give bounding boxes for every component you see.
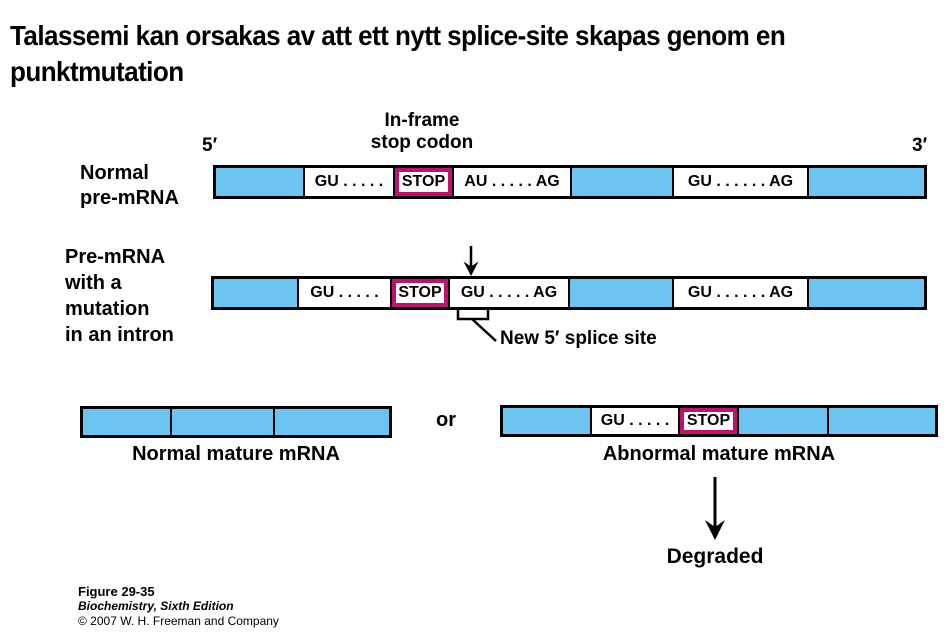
exon-segment xyxy=(568,279,672,307)
normal-pre-mrna-label xyxy=(80,161,179,211)
copyright-notice: © 2007 W. H. Freeman and Company xyxy=(78,614,279,628)
mutation-pre-mrna-label-line1: Pre-mRNA xyxy=(65,246,166,268)
slide-title-line1: Talassemi kan orsakas av att ett nytt splice-site skapas genom en xyxy=(10,20,786,51)
abnormal-mature-mrna-bar xyxy=(500,405,938,437)
slide-title-line2: punktmutation xyxy=(10,56,184,87)
exon-segment xyxy=(807,279,924,307)
three-prime-label: 3′ xyxy=(912,135,928,156)
figure-caption xyxy=(78,584,279,629)
intron1-box: GU . . . . . xyxy=(297,279,390,307)
stop-codon-box: STOP xyxy=(678,408,737,434)
normal-mature-mrna-bar xyxy=(80,406,392,438)
intron1-box: GU . . . . . xyxy=(303,168,393,196)
normal-mature-mrna-label: Normal mature mRNA xyxy=(132,443,340,465)
intron1-end-box: AU . . . . . AG xyxy=(452,168,570,196)
exon-segment xyxy=(827,408,935,434)
degraded-label: Degraded xyxy=(666,545,764,568)
exon-segment xyxy=(170,409,273,435)
new-splice-box: GU . . . . . AG xyxy=(448,279,568,307)
abnormal-mature-mrna-label: Abnormal mature mRNA xyxy=(602,443,836,465)
mutant-pre-mrna-bar xyxy=(211,276,927,310)
exon-segment xyxy=(83,409,170,435)
exon-segment xyxy=(737,408,827,434)
inframe-stop-codon-label-line2: stop codon xyxy=(370,132,474,153)
mutation-pre-mrna-label-line3: mutation xyxy=(65,298,150,320)
inframe-stop-codon-label xyxy=(330,110,514,154)
mutation-pre-mrna-label-line4: in an intron xyxy=(65,324,174,346)
mutation-pre-mrna-label-line2: with a xyxy=(65,272,122,294)
intron2-box: GU . . . . . . AG xyxy=(672,279,807,307)
normal-pre-mrna-label-line1: Normal xyxy=(80,162,149,184)
exon-segment xyxy=(807,168,924,196)
splice-site-bracket xyxy=(458,310,496,341)
exon-segment xyxy=(216,168,303,196)
mutation-arrow-icon xyxy=(464,246,479,276)
exon-segment xyxy=(273,409,389,435)
retained-intron-box: GU . . . . . xyxy=(590,408,678,434)
slide-title xyxy=(10,18,844,90)
five-prime-label: 5′ xyxy=(202,135,218,156)
mutation-pre-mrna-label xyxy=(65,244,174,348)
stop-codon-box: STOP xyxy=(390,279,448,307)
normal-pre-mrna-label-line2: pre-mRNA xyxy=(80,187,179,209)
inframe-stop-codon-label-line1: In-frame xyxy=(384,110,460,131)
or-label: or xyxy=(436,409,456,431)
degraded-arrow-icon xyxy=(705,477,725,540)
exon-segment xyxy=(570,168,672,196)
new-splice-site-label: New 5′ splice site xyxy=(500,328,657,349)
exon-segment xyxy=(503,408,590,434)
figure-number: Figure 29-35 xyxy=(78,584,155,599)
normal-pre-mrna-bar xyxy=(213,165,927,199)
exon-segment xyxy=(214,279,297,307)
book-title: Biochemistry, Sixth Edition xyxy=(78,599,234,613)
intron2-box: GU . . . . . . AG xyxy=(672,168,807,196)
stop-codon-box: STOP xyxy=(393,168,452,196)
